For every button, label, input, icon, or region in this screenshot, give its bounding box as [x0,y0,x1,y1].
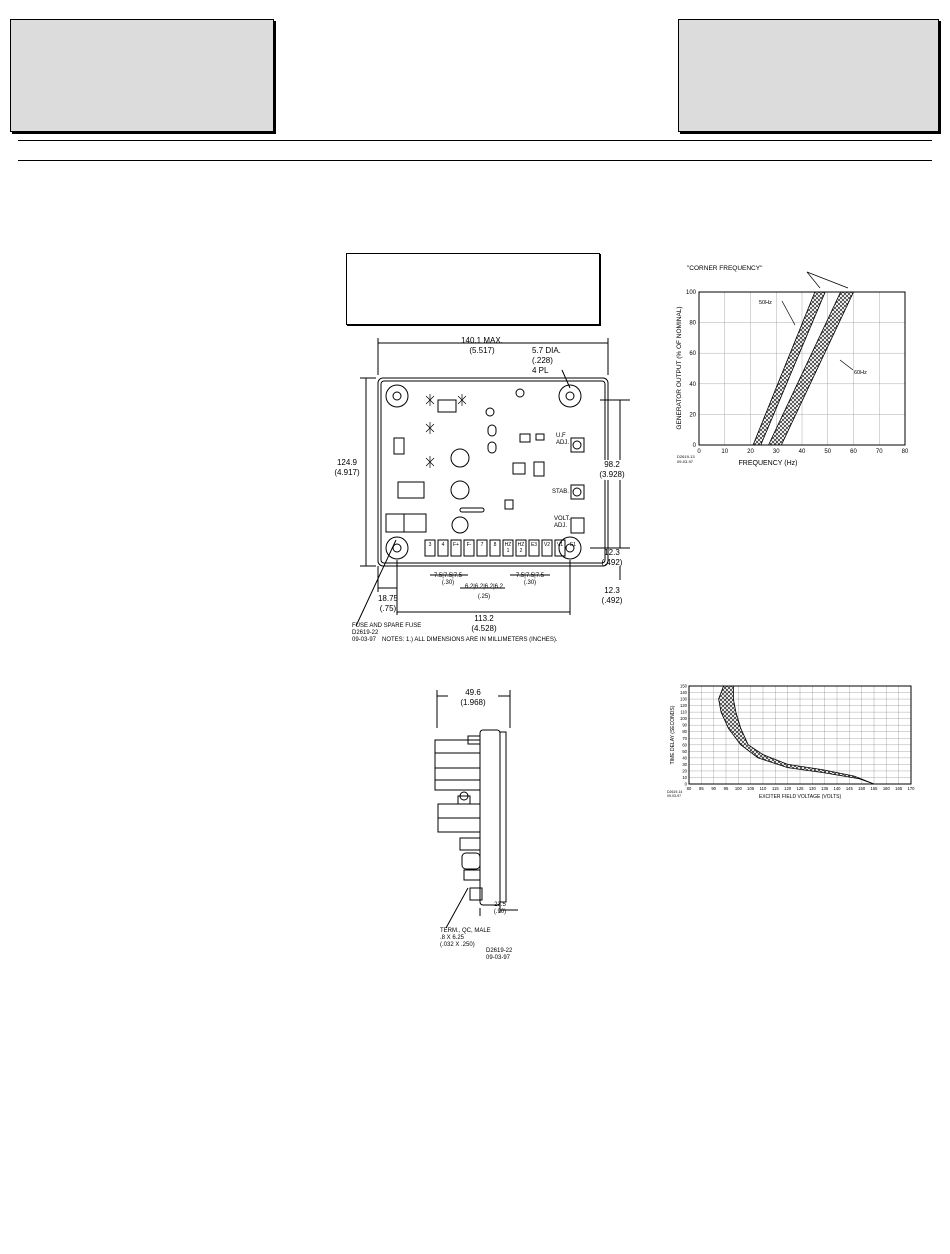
header-rule-bottom [18,160,932,161]
chart2-xtick: 100 [734,786,742,791]
fuse-label: FUSE AND SPARE FUSE [352,623,422,629]
side-date: 09-03-97 [486,955,511,961]
chart2-xtick: 125 [796,786,804,791]
chart1-xtick: 0 [697,449,701,455]
chart2-ytick: 0 [684,781,687,787]
chart2-xtick: 110 [759,786,767,791]
dim-left-offset-in: (.75) [379,604,397,613]
chart1-date: 09-03-97 [677,459,694,464]
chart2-ytick: 150 [680,683,687,689]
pitch-right: 7.5|7.5|7.5 [515,573,545,579]
chart2-xtick: 95 [723,786,729,791]
header-rule-top [18,140,932,141]
figure-title-box [346,253,600,325]
chart2-xlabel: EXCITER FIELD VOLTAGE (VOLTS) [758,794,842,800]
chart2-xtick: 90 [711,786,717,791]
volt-adj-label-1: VOLT. [554,516,571,522]
chart1-annotation: "CORNER FREQUENCY" [687,265,763,272]
terminal-label: F+ [453,542,459,548]
side-depth-in: (1.968) [460,698,486,707]
terminal-label: V1 [556,542,564,548]
terminal-label: HZ 2 [517,542,525,554]
chart2-ytick: 80 [682,729,687,735]
chart2-xtick: 105 [747,786,755,791]
dim-bottom-margin-in: (.492) [601,558,623,567]
pitch-mid: 6.2|6.2|6.2|6.2 [464,584,504,590]
chart2-xtick: 115 [771,786,779,791]
chart2-xtick: 165 [895,786,903,791]
chart2-ytick: 50 [682,748,687,754]
side-depth: 49.6 [465,688,481,697]
outline-date: 09-03-97 [352,637,377,643]
chart1-ylabel: GENERATOR OUTPUT (% OF NOMINAL) [676,306,683,430]
terminal-label: E1 [569,542,577,548]
chart2-ytick: 140 [680,690,687,696]
terminal-label: F- [466,542,472,548]
dim-width-in: (5.517) [469,346,495,355]
terminal-label: HZ 1 [504,542,512,554]
uf-adj-label-1: U.F [556,433,566,439]
dim-height: 124.9 [336,458,358,467]
chart2-ytick: 100 [680,716,687,722]
time-delay-chart-svg [665,680,915,800]
chart2-xtick: 140 [833,786,841,791]
chart2-xtick: 85 [698,786,704,791]
hole-count: 4 PL [532,366,549,375]
dim-hole-spacing-in: (4.528) [471,624,497,633]
chart2-xtick: 135 [821,786,829,791]
dim-right-height-in: (3.928) [599,470,625,479]
chart1-ytick: 80 [689,320,696,327]
uf-adj-label-2: ADJ. [556,440,570,446]
chart1-xtick: 60 [850,449,857,455]
chart2-xtick: 120 [784,786,792,791]
dim-height-in: (4.917) [334,468,360,477]
dim-bottom-margin-2-in: (.492) [601,596,623,605]
outline-drawing-number: D2619-22 [352,630,379,636]
chart1-ytick: 0 [692,443,696,449]
terminal-label: E3 [530,542,538,548]
chart1-ytick: 20 [689,412,696,419]
side-term-label-1: TERM., QC, MALE [440,928,491,934]
chart2-ytick: 90 [682,722,687,728]
side-term-dim-in: (.90) [493,909,507,915]
chart2-xtick: 145 [845,786,853,791]
terminal-label: 8 [493,542,497,548]
chart2-date: 09-03-97 [667,794,682,798]
chart1-xtick: 80 [901,449,909,455]
corner-frequency-chart [665,258,915,468]
chart1-label-60hz: 60Hz [854,370,867,376]
chart1-ytick: 60 [689,351,696,358]
chart1-xtick: 10 [721,449,729,455]
chart2-band [719,686,874,784]
chart2-ylabel: TIME DELAY (SECONDS) [670,705,676,765]
chart2-ytick: 130 [680,696,687,702]
side-term-label-3: (.032 X .250) [440,942,475,948]
dim-bottom-margin-2: 12.3 [604,586,620,595]
side-drawing-number: D2619-22 [486,948,513,954]
terminal-label: 7 [480,542,484,548]
chart1-xlabel: FREQUENCY (Hz) [738,460,798,467]
terminal-label: 4 [441,542,445,548]
dim-bottom-margin: 12.3 [604,548,620,557]
chart1-xtick: 30 [772,449,780,455]
chart2-xtick: 160 [882,786,890,791]
chart2-ytick: 70 [682,735,687,741]
header-box-right [678,19,939,132]
chart2-ytick: 40 [682,755,687,761]
chart2-ytick: 10 [682,774,687,780]
volt-adj-label-2: ADJ. [554,523,568,529]
chart2-ytick: 30 [682,761,687,767]
header-box-left [10,19,274,132]
outline-notes: NOTES: 1.) ALL DIMENSIONS ARE IN MILLIMETERS (INCHES). [382,637,558,643]
dim-right-height: 98.2 [604,460,620,469]
chart2-xtick: 80 [686,786,692,791]
chart2-drawing-number: D2619-14 [667,790,683,794]
chart1-xtick: 50 [824,449,832,455]
chart1-label-50hz: 50Hz [759,300,772,306]
corner-frequency-chart-svg [665,258,915,468]
chart1-xtick: 20 [747,449,754,455]
chart2-ytick: 120 [680,703,687,709]
terminal-label: 3 [428,542,432,548]
chart2-xtick: 150 [858,786,866,791]
dim-width: 140.1 MAX. [461,336,503,345]
pitch-mid-in: (.25) [477,594,491,600]
side-term-label-2: .8 X 6.25 [440,935,465,941]
chart1-ytick: 100 [685,290,696,296]
chart2-ytick: 110 [680,709,687,715]
hole-dia: 5.7 DIA. [532,346,561,355]
chart1-ytick: 40 [689,381,696,388]
chart1-xtick: 40 [798,449,806,455]
terminal-label: V2 [543,542,551,548]
chart1-xtick: 70 [875,449,883,455]
dim-hole-spacing: 113.2 [474,614,494,623]
stab-label: STAB. [552,489,569,495]
side-term-dim: 22.5 [494,902,506,908]
chart2-ytick: 60 [682,742,687,748]
hole-dia-in: (.228) [532,356,553,365]
pitch-left-in: (.30) [441,580,455,586]
chart2-xtick: 155 [870,786,878,791]
pitch-right-in: (.30) [523,580,537,586]
chart2-xtick: 130 [808,786,816,791]
side-view-drawing [420,688,560,963]
chart2-xtick: 170 [907,786,915,791]
time-delay-chart [665,680,915,800]
dim-left-offset: 18.75 [377,594,399,603]
chart2-ytick: 20 [682,768,687,774]
outline-drawing [330,330,640,650]
side-view-svg [420,688,560,963]
chart1-drawing-number: D2619-13 [677,454,695,459]
pitch-left: 7.5|7.5|7.5 [433,573,463,579]
